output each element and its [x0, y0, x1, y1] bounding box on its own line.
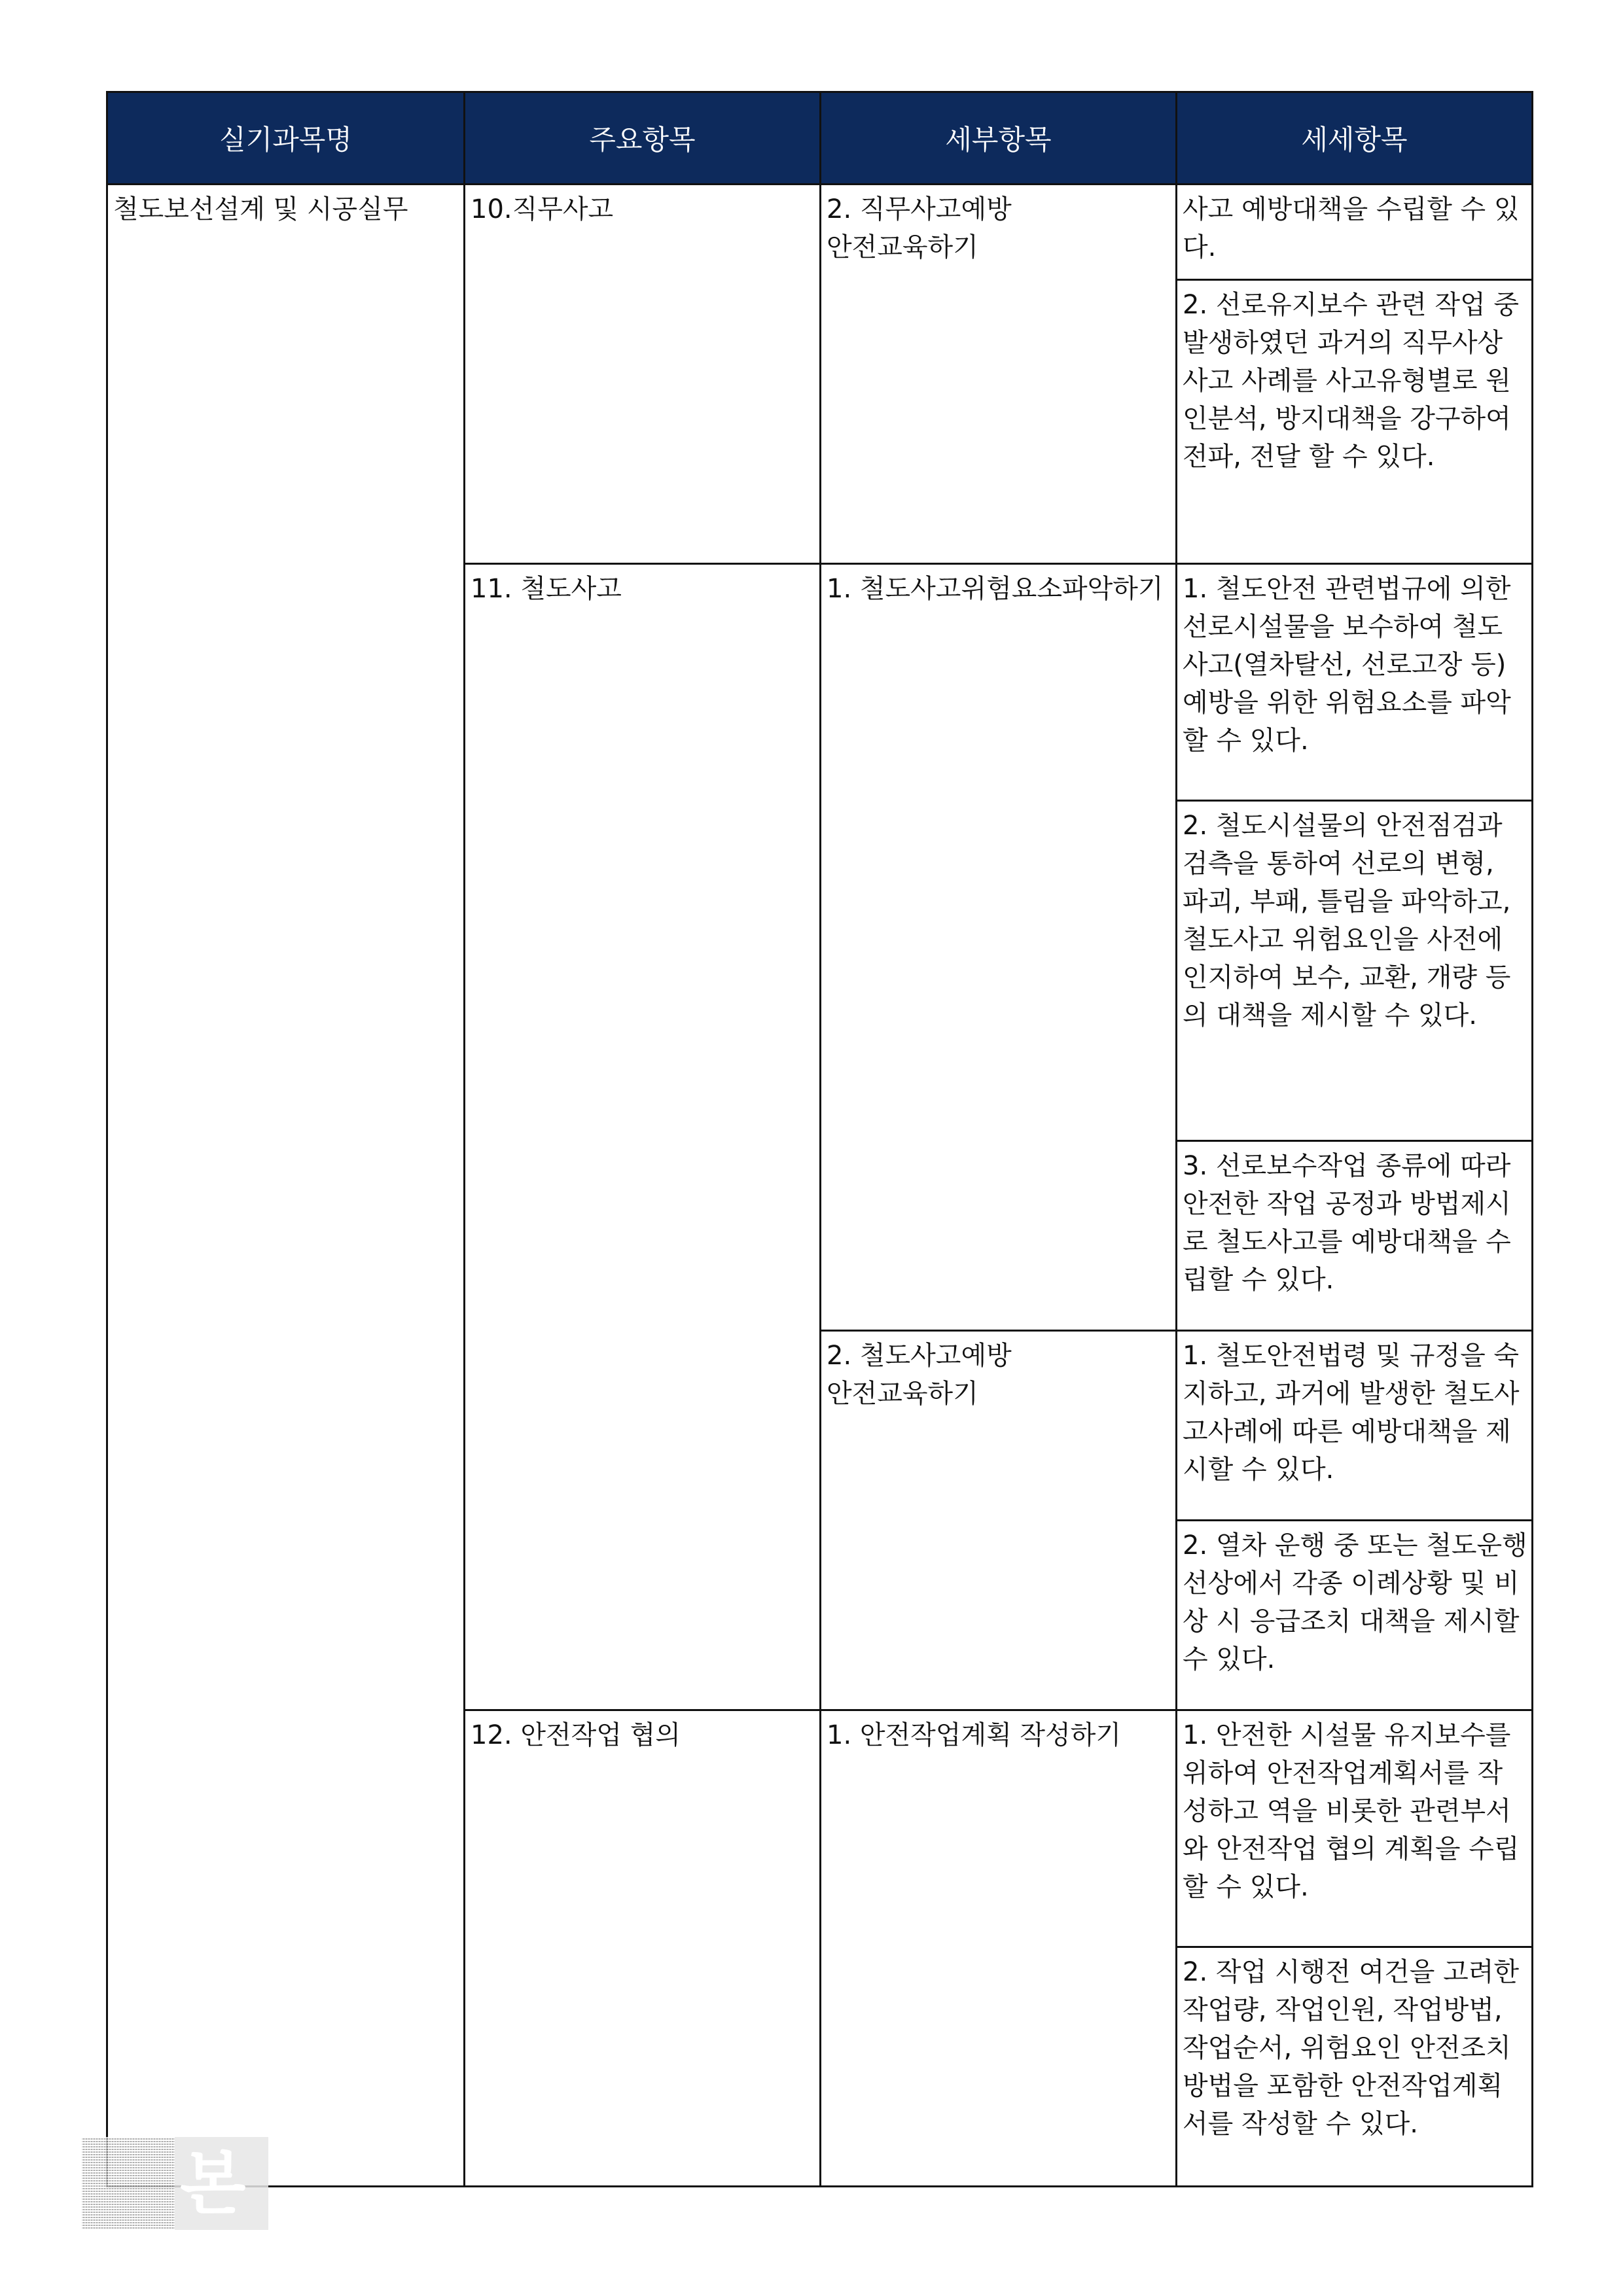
detail-item-text: 1. 철도안전법령 및 규정을 숙지하고, 과거에 발생한 철도사고사례에 따른 예방대책을 제시할 수 있다.: [1183, 1341, 1520, 1485]
header-subject: 실기과목명: [107, 92, 465, 185]
subject-cell: [107, 185, 465, 2187]
detail-item-text: 1. 안전한 시설물 유지보수를 위하여 안전작업계획서를 작성하고 역을 비롯한 관련부서와 안전작업 협의 계획을 수립 할 수 있다.: [1183, 1720, 1520, 1902]
main-item-cell: [465, 564, 821, 1710]
sub-item-cell: [821, 1331, 1177, 1710]
watermark-logo: [82, 2137, 268, 2233]
sub-item-cell: [821, 185, 1177, 564]
detail-item-text: 2. 작업 시행전 여건을 고려한 작업량, 작업인원, 작업방법, 작업순서, 위험요인 안전조치 방법을 포함한 안전작업계획서를 작성할 수 있다.: [1183, 1957, 1520, 2139]
detail-item-text: 사고 예방대책을 수립할 수 있다.: [1183, 194, 1520, 262]
main-item-label: 12. 안전작업 협의: [471, 1720, 681, 1750]
main-item-cell: [465, 185, 821, 564]
header-main-item: 주요항목: [465, 92, 821, 185]
detail-item-cell: [1177, 185, 1533, 280]
detail-item-text: 2. 선로유지보수 관련 작업 중 발생하였던 과거의 직무사상사고 사례를 사고유형별로 원인분석, 방지대책을 강구하여 전파, 전달 할 수 있다.: [1183, 290, 1520, 472]
header-sub-item: 세부항목: [821, 92, 1177, 185]
detail-item-text: 2. 철도시설물의 안전점검과 검측을 통하여 선로의 변형, 파괴, 부패, 틀림을 파악하고, 철도사고 위험요인을 사전에 인지하여 보수, 교환, 개량 등의 대책을 제시할 수 있다.: [1183, 811, 1511, 1031]
header-row: [107, 92, 1533, 185]
sub-item-label: 1. 철도사고위험요소파악하기: [827, 574, 1164, 604]
sub-item-label: 2. 직무사고예방 안전교육하기: [827, 194, 1012, 262]
detail-item-cell: [1177, 280, 1533, 564]
detail-item-cell: [1177, 1947, 1533, 2187]
header-detail-item: 세세항목: [1177, 92, 1533, 185]
sub-item-cell: [821, 1710, 1177, 2187]
detail-item-cell: [1177, 1331, 1533, 1521]
detail-item-text: 3. 선로보수작업 종류에 따라 안전한 작업 공정과 방법제시로 철도사고를 예방대책을 수립할 수 있다.: [1183, 1151, 1511, 1295]
detail-item-text: 1. 철도안전 관련법규에 의한 선로시설물을 보수하여 철도사고(열차탈선, 선로고장 등) 예방을 위한 위험요소를 파악할 수 있다.: [1183, 574, 1511, 756]
syllabus-table: [106, 91, 1533, 2187]
watermark-glyph: 본: [180, 2144, 246, 2223]
subject-name: 철도보선설계 및 시공실무: [113, 194, 408, 224]
detail-item-cell: [1177, 1710, 1533, 1947]
sub-item-label: 2. 철도사고예방 안전교육하기: [827, 1341, 1012, 1409]
main-item-label: 10.직무사고: [471, 194, 614, 224]
watermark-pattern-icon: [82, 2137, 175, 2230]
detail-item-cell: [1177, 564, 1533, 801]
sub-item-cell: [821, 564, 1177, 1331]
main-item-cell: [465, 1710, 821, 2187]
sub-item-label: 1. 안전작업계획 작성하기: [827, 1720, 1121, 1750]
detail-item-cell: [1177, 1521, 1533, 1710]
main-item-label: 11. 철도사고: [471, 574, 622, 604]
table-row: [107, 185, 1533, 280]
detail-item-cell: [1177, 1141, 1533, 1331]
detail-item-text: 2. 열차 운행 중 또는 철도운행선상에서 각종 이례상황 및 비상 시 응급조치 대책을 제시할 수 있다.: [1183, 1530, 1527, 1674]
detail-item-cell: [1177, 801, 1533, 1141]
